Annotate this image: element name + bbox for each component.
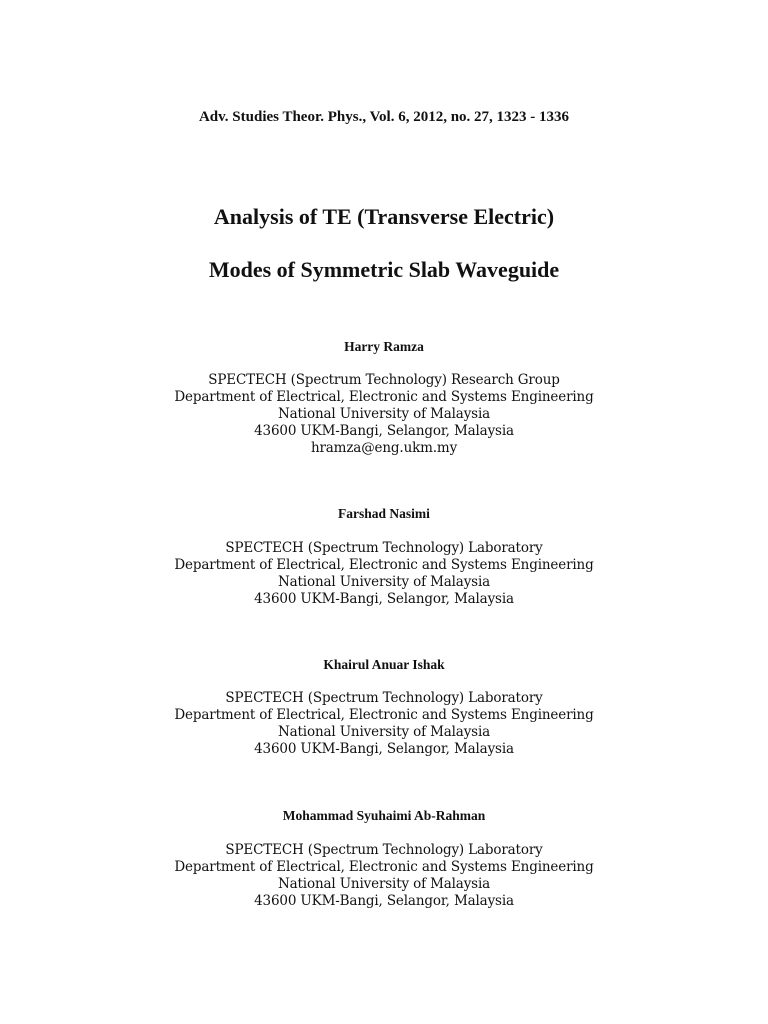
- author-affiliation-line: Department of Electrical, Electronic and Systems Engineering: [174, 557, 594, 573]
- author-affiliation-line: National University of Malaysia: [277, 876, 491, 892]
- author-affiliation-line: National University of Malaysia: [277, 574, 491, 590]
- author-affiliation-line: Department of Electrical, Electronic and Systems Engineering: [174, 389, 594, 405]
- author-affiliation-line: 43600 UKM-Bangi, Selangor, Malaysia: [254, 741, 514, 757]
- author-affiliation-line: 43600 UKM-Bangi, Selangor, Malaysia: [254, 423, 514, 439]
- author-affiliation-line: National University of Malaysia: [277, 406, 491, 422]
- author-affiliation-line: SPECTECH (Spectrum Technology) Laboratory: [225, 842, 543, 858]
- author-affiliation-line: SPECTECH (Spectrum Technology) Laboratory: [225, 690, 543, 706]
- paper-title-line-1: Analysis of TE (Transverse Electric): [213, 204, 555, 229]
- journal-citation: Adv. Studies Theor. Phys., Vol. 6, 2012, no. 27, 1323 - 1336: [198, 109, 570, 125]
- author-affiliation-line: 43600 UKM-Bangi, Selangor, Malaysia: [254, 591, 514, 607]
- paper-title-line-2: Modes of Symmetric Slab Waveguide: [208, 257, 560, 282]
- author-affiliation-line: Department of Electrical, Electronic and Systems Engineering: [174, 707, 594, 723]
- author-name: Mohammad Syuhaimi Ab-Rahman: [282, 808, 486, 823]
- author-affiliation-line: National University of Malaysia: [277, 724, 491, 740]
- author-affiliation-line: 43600 UKM-Bangi, Selangor, Malaysia: [254, 893, 514, 909]
- author-affiliation-line: SPECTECH (Spectrum Technology) Research Group: [208, 372, 560, 388]
- author-name: Harry Ramza: [344, 339, 424, 354]
- author-affiliation-line: Department of Electrical, Electronic and Systems Engineering: [174, 859, 594, 875]
- author-name: Farshad Nasimi: [338, 506, 430, 521]
- author-email: hramza@eng.ukm.my: [310, 440, 458, 456]
- author-affiliation-line: SPECTECH (Spectrum Technology) Laboratory: [225, 540, 543, 556]
- author-name: Khairul Anuar Ishak: [323, 657, 445, 672]
